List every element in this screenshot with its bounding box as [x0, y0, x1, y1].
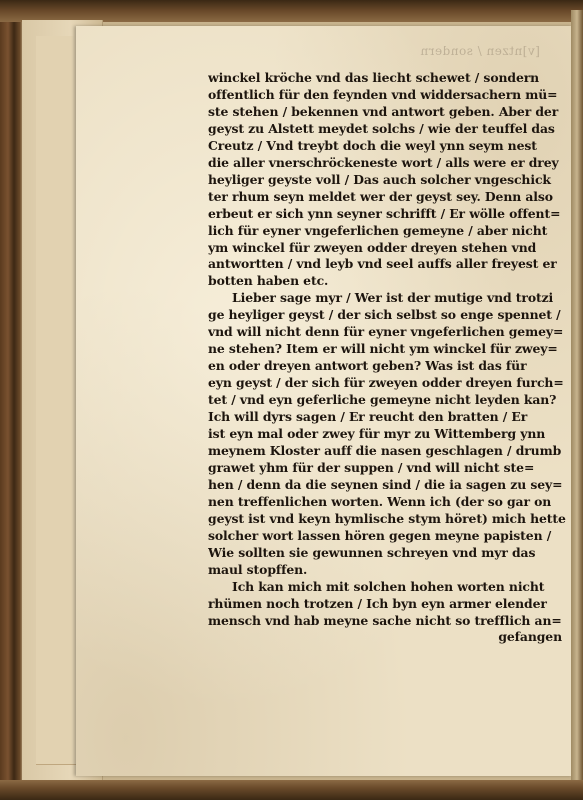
text-line: geyst ist vnd keyn hymlische stym höret) mich hette [208, 510, 566, 526]
text-line: winckel kröche vnd das liecht schewet / sondern [208, 70, 540, 85]
binding-top-edge [0, 0, 583, 22]
paragraph-start-line: Ich kan mich mit solchen hohen worten nicht [232, 578, 545, 594]
text-line: ne stehen? Item er will nicht ym winckel für zwey= [208, 341, 558, 357]
text-line: ist eyn mal oder zwey für myr zu Wittemberg ynn [208, 426, 546, 442]
text-line: Ich will dyrs sagen / Er reucht den bratten / Er [208, 409, 528, 425]
text-line: Wie sollten sie gewunnen schreyen vnd myr das [208, 544, 536, 560]
text-line: geyst zu Alstett meydet solchs / wie der teuffel das [208, 120, 555, 136]
text-line: solcher wort lassen hören gegen meyne papisten / [208, 527, 552, 543]
text-line: erbeut er sich ynn seyner schrifft / Er wölle offent= [208, 205, 561, 221]
text-line: heyliger geyste voll / Das auch solcher vngeschick [208, 171, 551, 187]
text-line: eyn geyst / der sich für zweyen odder dreyen furch= [208, 375, 564, 391]
text-line: ym winckel für zweyen odder dreyen stehen vnd [208, 239, 537, 255]
binding-bottom-edge [0, 780, 583, 800]
text-line: die aller vnerschröckeneste wort / alls were er drey [208, 154, 559, 170]
paragraph-start-line: Lieber sage myr / Wer ist der mutige vnd trotzi [232, 290, 554, 306]
text-line: vnd will nicht denn für eyner vngeferlichen gemey= [208, 324, 564, 340]
text-line: ge heyliger geyst / der sich selbst so enge spennet / [208, 307, 561, 323]
page-edge-right [571, 10, 583, 790]
bleed-through-text: [v]ntzen / sondern [420, 44, 540, 58]
text-line: maul stopffen. [208, 561, 308, 577]
text-line: grawet yhm für der suppen / vnd will nicht ste= [208, 459, 535, 475]
text-line: hen / denn da die seynen sind / die ia sagen zu sey= [208, 476, 563, 492]
text-line: offentlich für den feynden vnd widdersachern mü= [208, 86, 558, 102]
text-line: rhümen noch trotzen / Ich byn eyn armer elender [208, 595, 547, 611]
catchword: gefangen [498, 629, 562, 645]
text-line: mensch vnd hab meyne sache nicht so trefflich an= [208, 612, 562, 628]
text-line: botten haben etc. [208, 273, 329, 289]
text-line: Creutz / Vnd treybt doch die weyl ynn seym nest [208, 137, 537, 153]
text-line: meynem Kloster auff die nasen geschlagen / drumb [208, 442, 562, 458]
text-line: antwortten / vnd leyb vnd seel auffs aller freyest er [208, 256, 557, 272]
text-line: lich für eyner vngeferlichen gemeyne / aber nicht [208, 222, 548, 238]
text-line: en oder dreyen antwort geben? Was ist das für [208, 358, 527, 374]
body-text [208, 70, 568, 646]
text-line: nen treffenlichen worten. Wenn ich (der so gar on [208, 493, 552, 509]
text-line: ter rhum seyn meldet wer der geyst sey. Denn also [208, 188, 553, 204]
text-line: tet / vnd eyn geferliche gemeyne nicht leyden kan? [208, 392, 557, 408]
text-line: ste stehen / bekennen vnd antwort geben. Aber der [208, 103, 559, 119]
